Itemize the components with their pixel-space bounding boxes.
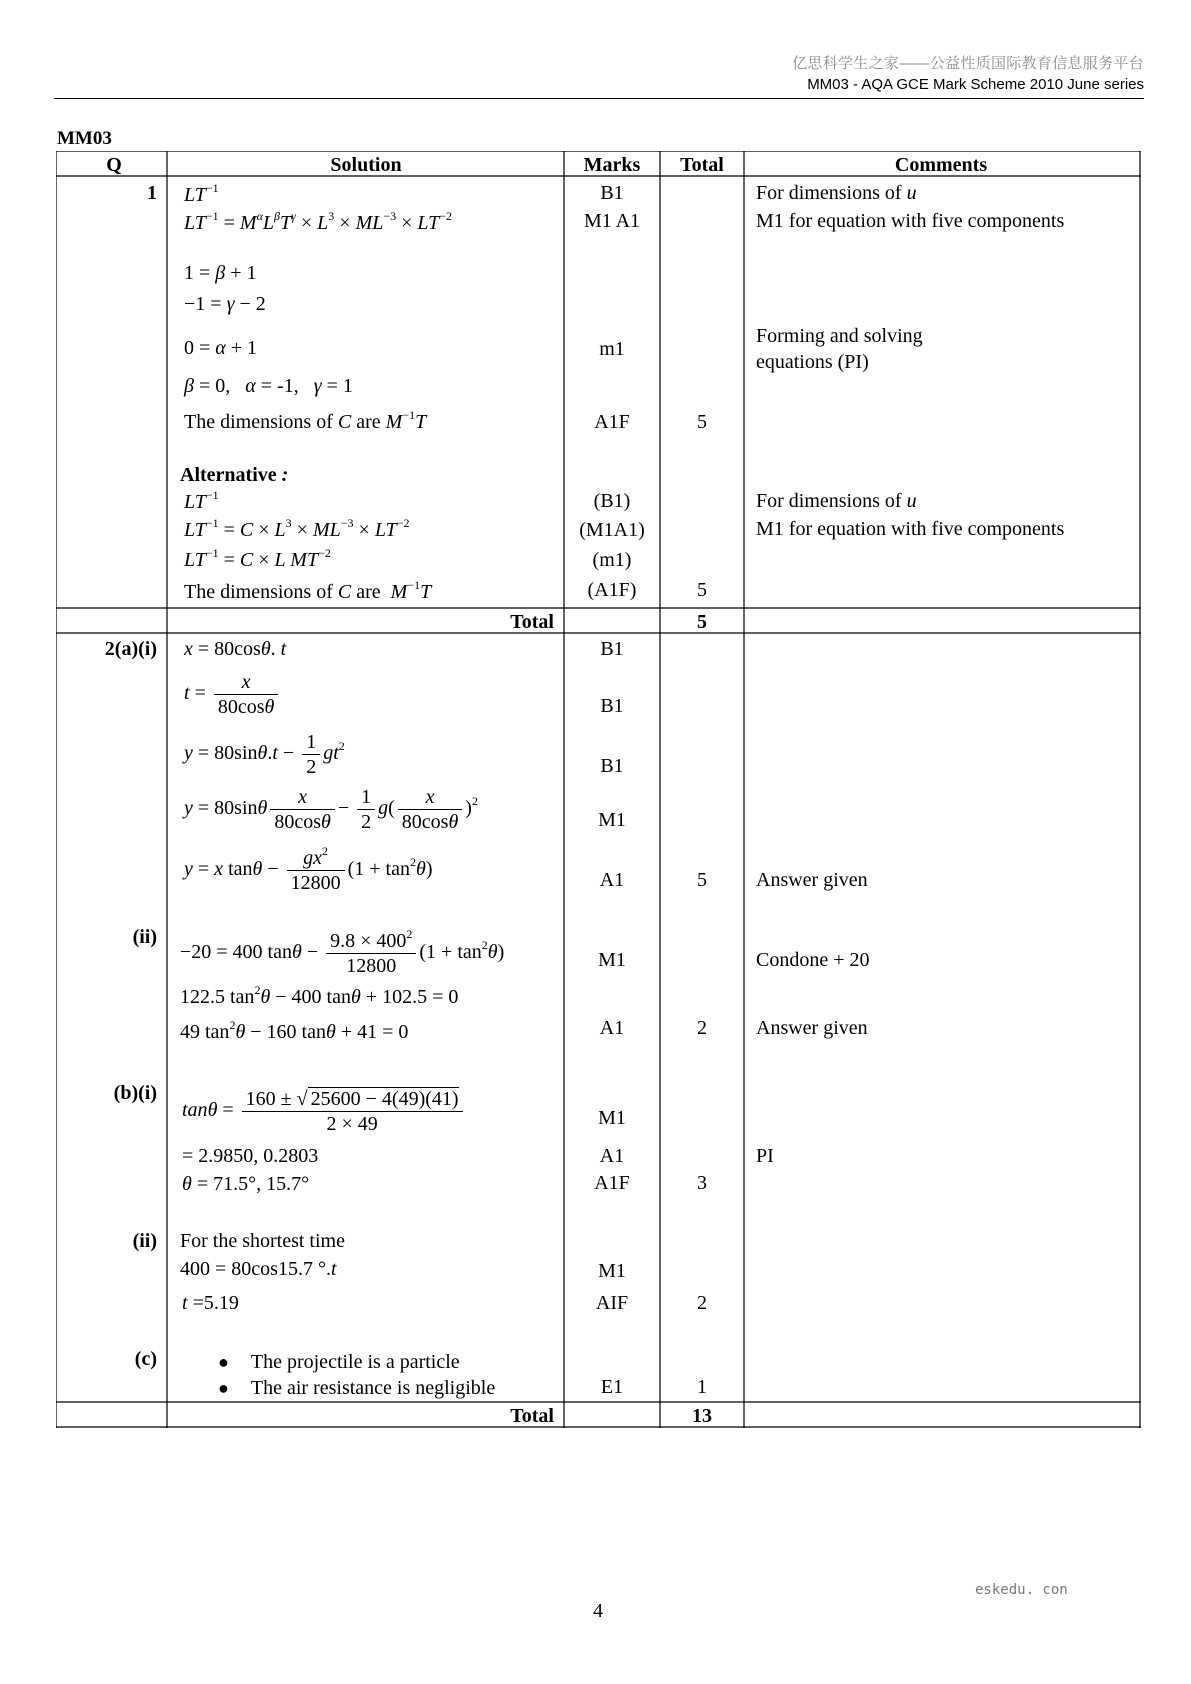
total: 1 (697, 1376, 707, 1398)
total-value: 5 (697, 611, 707, 633)
solution-line: −20 = 400 tanθ − $\frac{9.8 \times 400^2}{12800}$ $(1 + \tan^2\theta)$ (180, 927, 505, 977)
mark: B1 (600, 182, 624, 204)
solution-line: 49 $\tan^2\theta - 160$ tanθ + 41 = 0 (180, 1018, 409, 1043)
solution-line: $LT^{-1} = M^\alpha L^\beta T^\gamma \times L^3 \times ML^{-3} \times LT^{-2}$ (184, 209, 453, 234)
mark: A1 (599, 1017, 625, 1039)
mark: A1 (599, 1145, 625, 1167)
solution-line: 0 = α + 1 (184, 337, 258, 359)
solution-line: For the shortest time (180, 1230, 345, 1252)
solution-line: −1 = γ − 2 (184, 293, 266, 315)
total: 3 (697, 1172, 707, 1194)
solution-line: $LT^{-1} = C \times L$ $MT^{-2}$ (184, 546, 331, 571)
solution-line: 122.5 $\tan^2\theta - 400$ tanθ + 102.5 = 0 (180, 983, 459, 1008)
comment: M1 for equation with five components (756, 210, 1065, 232)
comment: For dimensions of u (756, 182, 917, 204)
mark: B1 (600, 755, 624, 777)
total-label: Total (510, 611, 554, 633)
mark: (m1) (592, 549, 632, 571)
solution-line: 1 = β + 1 (184, 262, 257, 284)
solution-line: = 2.9850, 0.2803 (182, 1145, 319, 1167)
solution-line: y = x tanθ − $\frac{gx^2}{12800}$ $(1 + \tan^2\theta)$ (184, 844, 433, 894)
site-watermark: eskedu. con (975, 1582, 1068, 1598)
page-number: 4 (593, 1600, 603, 1622)
total: 5 (697, 869, 707, 891)
solution-line: $LT^{-1}$ (184, 488, 219, 513)
header-title: MM03 - AQA GCE Mark Scheme 2010 June series (807, 76, 1144, 93)
mark: E1 (600, 1376, 624, 1398)
solution-line: tanθ = $\frac{160 \pm √ 25600 - 4(49)(41)}{2 \times 49}$ (182, 1087, 466, 1136)
comment: M1 for equation with five components (756, 518, 1065, 540)
mark: A1F (594, 411, 630, 433)
question-number: (b)(i) (113, 1082, 157, 1104)
comment: PI (756, 1145, 774, 1167)
mark: AIF (595, 1292, 629, 1314)
mark: (M1A1) (579, 519, 645, 541)
comment: equations (PI) (756, 351, 869, 373)
solution-line: θ = 71.5°, 15.7° (182, 1173, 310, 1195)
total-value: 13 (692, 1405, 712, 1427)
total: 5 (697, 411, 707, 433)
comment: For dimensions of u (756, 490, 917, 512)
comment: Answer given (756, 869, 868, 891)
mark: M1 (598, 949, 626, 971)
mark: M1 (598, 809, 626, 831)
alternative-heading: Alternative : (180, 464, 289, 486)
total-label: Total (510, 1405, 554, 1427)
solution-line: β = 0, α = -1, γ = 1 (184, 375, 353, 397)
mark: B1 (600, 638, 624, 660)
solution-line: y = 80sinθ.t − $\frac{1}{2}$ $gt^2$ (184, 731, 345, 778)
solution-line: $LT^{-1}$ (184, 181, 219, 206)
mark: m1 (599, 338, 625, 360)
solution-line: $LT^{-1} = C \times L^3 \times ML^{-3} \times LT^{-2}$ (184, 516, 410, 541)
comment: Forming and solving (756, 325, 923, 347)
col-header-q: Q (106, 154, 122, 176)
question-number: (ii) (132, 1230, 157, 1252)
mark: B1 (600, 695, 624, 717)
solution-line: t =5.19 (182, 1292, 239, 1314)
solution-line: The dimensions of C are $M^{-1}T$ (184, 578, 432, 603)
mark: A1 (599, 869, 625, 891)
col-header-solution: Solution (330, 154, 402, 176)
comment: Condone + 20 (756, 949, 870, 971)
question-number: (c) (134, 1348, 157, 1370)
question-number: (ii) (132, 926, 157, 948)
total: 2 (697, 1292, 707, 1314)
mark: (A1F) (587, 579, 637, 601)
col-header-total: Total (680, 154, 724, 176)
bullet-item: ● The air resistance is negligible (218, 1377, 496, 1399)
header-watermark: 亿思科学生之家——公益性质国际教育信息服务平台 (792, 55, 1144, 72)
mark: A1F (594, 1172, 630, 1194)
solution-line: t = $\frac{x}{80\cos\theta}$ (184, 670, 281, 719)
question-number: 2(a)(i) (104, 638, 157, 660)
question-number: 1 (147, 182, 157, 204)
mark: M1 (598, 1260, 626, 1282)
col-header-comments: Comments (894, 154, 988, 176)
mark: (B1) (593, 490, 631, 512)
col-header-marks: Marks (583, 154, 641, 176)
solution-line: The dimensions of C are $M^{-1}T$ (184, 408, 427, 433)
total: 5 (697, 579, 707, 601)
mark: M1 (598, 1107, 626, 1129)
solution-line: y = 80sinθ $\frac{x}{80\cos\theta}$ − $\frac{1}{2}$ g( $\frac{x}{80\cos\theta}$ )$^2$ (184, 786, 478, 833)
solution-line: x = 80cosθ. t (184, 638, 287, 660)
mark: M1 A1 (583, 210, 641, 232)
unit-label: MM03 (57, 128, 112, 149)
bullet-item: ● The projectile is a particle (218, 1351, 460, 1373)
solution-line: 400 = 80cos15.7 °.t (180, 1258, 337, 1280)
header-rule (54, 98, 1144, 99)
total: 2 (697, 1017, 707, 1039)
comment: Answer given (756, 1017, 868, 1039)
